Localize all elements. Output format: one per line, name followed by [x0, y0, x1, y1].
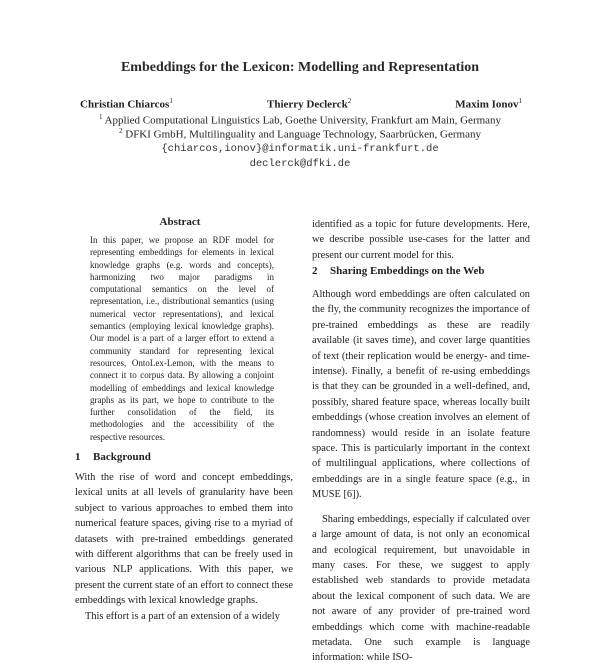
section-2-heading — [312, 265, 484, 277]
author-affiliation-marker: 1 — [518, 97, 522, 105]
email-2: declerck@dfki.de — [249, 158, 351, 170]
column-2-continuation — [312, 217, 530, 263]
paper-title: Embeddings for the Lexicon: Modelling and Representation — [120, 60, 480, 75]
paragraph: Although word embeddings are often calculated on the fly, the community recognizes the importance of pre-trained embeddings as these are readily available (it saves time), and cover large quantities of text (their replication would be energy- and time-intense). Finally, a benefit of re-using embeddings is that they can be grounded in a well-defined, and, possibly, shared feature space, whereas locally built embeddings (whose creation involves an element of randomness) would reside in an isolate feature space. This is particularly important in the context of multilingual applications, where collections of embeddings are in a single feature space (e.g., in MUSE [6]). — [312, 289, 530, 501]
section-number: 2 — [312, 265, 318, 277]
author-name: Christian Chiarcos — [80, 98, 170, 111]
paragraph: This effort is a part of an extension of a widely — [85, 610, 280, 622]
author-name: Maxim Ionov — [455, 98, 519, 111]
affiliation-marker: 2 — [119, 127, 123, 135]
section-number: 1 — [75, 451, 81, 463]
abstract-heading: Abstract — [159, 216, 201, 228]
affiliation-text: Applied Computational Linguistics Lab, Goethe University, Frankfurt am Main, Germany — [104, 114, 502, 127]
section-1-heading — [75, 451, 151, 463]
section-2-body — [312, 287, 530, 666]
affiliation-text: DFKI GmbH, Multilinguality and Language Technology, Saarbrücken, Germany — [125, 128, 481, 141]
author-name: Thierry Declerck — [267, 98, 348, 111]
affiliation-1 — [0, 113, 600, 127]
paragraph: Sharing embeddings, especially if calculated over a large amount of data, is not only an economical and ecological requirement, but unavoidable in many cases. For these, we suggest to apply established web standards to provide metadata about the lexical component of such data. We are not aware of any provider of pre-trained word embeddings which come with machine-readable metadata. One such example is language information: while ISO- — [312, 513, 530, 664]
author-ionov — [455, 97, 522, 111]
affiliation-2 — [0, 127, 600, 141]
section-title: Background — [93, 451, 151, 463]
affiliation-marker: 1 — [98, 113, 103, 121]
paragraph: identified as a topic for future developments. Here, we describe possible use-cases for the latter and present our current model for this. — [312, 219, 530, 261]
author-chiarcos — [80, 97, 173, 111]
section-title: Sharing Embeddings on the Web — [330, 265, 485, 277]
author-declerck — [267, 97, 351, 111]
author-affiliation-marker: 1 — [169, 97, 173, 105]
author-affiliation-marker: 2 — [347, 97, 352, 105]
email-1: {chiarcos,ionov}@informatik.uni-frankfurt.de — [161, 143, 439, 155]
section-1-body — [75, 470, 293, 624]
abstract-text: In this paper, we propose an RDF model for representing embeddings for elements in lexical knowledge graphs (e.g. words and concepts), harmonizing two major paradigms in computational semantics on the level of representation, i.e., distributional semantics (using numerical vector representations), and lexical semantics (employing lexical knowledge graphs). Our model is a part of a larger effort to extend a community standard for representing lexical resources, OntoLex-Lemon, with the means to connect it to corpus data. By allowing a conjoint modelling of embeddings and lexical knowledge graphs as its part, we hope to contribute to the further consolidation of the field, its methodologies and the accessibility of the respective resources. — [90, 235, 274, 442]
paragraph: With the rise of word and concept embeddings, lexical units at all levels of granularity have been subject to various approaches to embed them into numerical feature spaces, giving rise to a myriad of datasets with pre-trained embeddings generated with different algorithms that can be freely used in various NLP applications. With this paper, we present the current state of an effort to connect these embeddings with lexical knowledge graphs. — [75, 472, 293, 607]
